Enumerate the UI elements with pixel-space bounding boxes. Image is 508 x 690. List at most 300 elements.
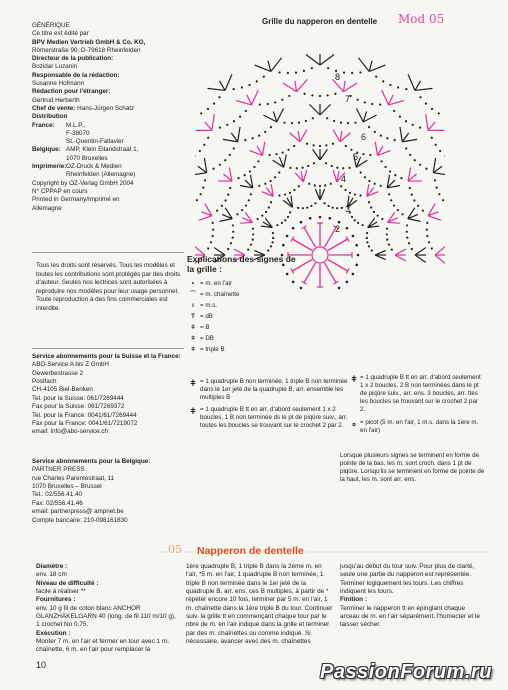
chain-dot — [272, 232, 274, 234]
note: Lorsque plusieurs signes se terminent en forme de pointe de la bas, les m. sont croch. dans 1 pt de piqûre. Lorsqu'ils se terminent en forme de pointe de la haut, les m. sont arr. ens. — [340, 452, 485, 484]
imprint-line: St.-Quentin-Fallavier — [66, 138, 124, 146]
stitch-mark — [408, 74, 415, 90]
legend-text: = m. chaînette — [200, 291, 240, 299]
divider — [32, 252, 184, 253]
stitch-mark — [426, 114, 428, 130]
imprint — [32, 22, 182, 213]
chain-dot — [283, 122, 285, 124]
stitch-mark — [400, 127, 402, 142]
chain-dot — [331, 165, 333, 167]
stitch-mark — [343, 81, 345, 92]
chain-dot — [374, 131, 376, 133]
legend-symbol: ⌒ — [189, 291, 197, 299]
imprint-label: Imprimerie: — [32, 163, 67, 171]
supplies-value: env. 10 g fil de coton blanc ANCHOR GLANZHÄKELGARN 40 (long. de fil 110 m/10 g), 1 crochet No 0,75. — [36, 604, 176, 629]
divider — [32, 348, 184, 349]
stitch-mark — [375, 255, 386, 260]
imprint-line: Printed in Germany/Imprimé en — [32, 196, 120, 204]
stitch-mark — [382, 90, 389, 105]
imprint-line: OZ-Druck & Medien — [66, 163, 122, 171]
chain-dot — [422, 210, 424, 212]
chain-dot — [346, 281, 349, 284]
chain-dot — [282, 151, 284, 153]
stitch-mark — [415, 88, 432, 90]
stitch-mark — [255, 65, 271, 72]
chain-dot — [397, 209, 399, 211]
imprint-line: Römerstraße 90, D-79618 Rheinfelden — [32, 46, 141, 54]
chain-dot — [431, 247, 433, 249]
chain-dot — [386, 137, 388, 139]
chain-dot — [252, 228, 254, 230]
chain-dot — [248, 84, 250, 86]
chain-dot — [426, 222, 428, 224]
chain-dot — [293, 145, 295, 147]
chain-dot — [251, 137, 253, 139]
chain-dot — [269, 180, 271, 182]
chain-dot — [344, 189, 346, 191]
chain-dot — [298, 185, 300, 187]
chain-dot — [388, 243, 390, 245]
chain-dot — [342, 167, 344, 169]
chain-dot — [200, 112, 202, 114]
instructions-col-1 — [36, 563, 181, 655]
legend-item — [348, 374, 483, 414]
chain-dot — [278, 194, 280, 196]
chain-dot — [267, 249, 269, 251]
chain-dot — [324, 184, 326, 186]
chain-dot — [336, 207, 338, 209]
chain-dot — [380, 135, 382, 137]
chain-dot — [366, 237, 368, 239]
chain-dot — [419, 96, 421, 98]
chain-dot — [400, 177, 402, 179]
chain-dot — [419, 164, 421, 166]
legend-symbol: • — [191, 280, 195, 287]
stitch-mark — [277, 108, 284, 121]
subscription-line: ABO-Service A bis Z GmbH — [32, 361, 109, 369]
legend-symbol: ǂ — [190, 378, 196, 388]
chain-dot — [319, 145, 321, 147]
instructions-col-3 — [340, 563, 486, 630]
legend-symbol: ı — [192, 302, 194, 310]
chain-dot — [207, 247, 209, 249]
chain-dot — [379, 104, 381, 106]
chain-dot — [278, 71, 280, 73]
row-number: 5 — [353, 152, 359, 162]
chain-dot — [326, 117, 328, 119]
chain-dot — [417, 205, 419, 207]
chain-dot — [329, 217, 332, 220]
finishing-value: Terminer le napperon tt en épinglant chaque arceau de m. en l'air séparément, l'humecter et le laisser sécher. — [340, 604, 480, 629]
chain-dot — [346, 227, 349, 230]
stitch-mark — [263, 142, 265, 156]
subscription-line: Tel. pour la France: 0041/61/7269444 — [32, 411, 137, 419]
chain-dot — [236, 213, 238, 215]
chain-dot — [227, 248, 229, 250]
row-number: 6 — [361, 132, 367, 142]
subscription-title: Service abonnements pour la Belgique: — [32, 458, 151, 465]
chain-dot — [340, 122, 342, 124]
chain-dot — [281, 222, 283, 224]
chain-dot — [245, 110, 247, 112]
chain-dot — [368, 126, 370, 128]
chain-dot — [313, 144, 315, 146]
stitch-mark — [428, 122, 435, 130]
legend-text: = 1 quadruple B tt en arr. d'abord seulement 1 x 2 boucles, 2 B non terminées dans le pt de piqûre suiv., arr. ens. 3 boucles, arr. ttes les boucles se trouvant sur le crochet 2 par 2. — [360, 374, 481, 414]
chain-dot — [397, 86, 399, 88]
stitch-mark — [315, 189, 320, 200]
imprint-line: Gertrud Herberth — [32, 96, 80, 104]
stitch-mark — [433, 173, 445, 175]
stitch-mark — [415, 255, 426, 262]
chain-dot — [312, 117, 314, 119]
stitch-mark — [320, 104, 331, 115]
chain-dot — [221, 205, 223, 207]
chain-dot — [270, 126, 272, 128]
chain-dot — [224, 159, 226, 161]
chain-dot — [253, 166, 255, 168]
chain-dot — [302, 207, 304, 209]
difficulty-value: facile à réaliser ** — [36, 587, 86, 595]
chain-dot — [355, 244, 358, 247]
chain-dot — [409, 187, 411, 189]
stitch-mark — [375, 250, 386, 255]
stitch-mark — [415, 248, 426, 255]
chain-dot — [386, 228, 388, 230]
chain-dot — [225, 199, 227, 201]
subscription-line: Fax pour la France: 0041/61/7219072 — [32, 419, 138, 427]
stitch-mark — [238, 127, 240, 142]
chain-dot — [391, 249, 393, 251]
subscription-line: email: partnerpress@ ampnet.be — [32, 508, 124, 516]
chain-dot — [419, 127, 421, 129]
grid-title: Grille du napperon en dentelle — [262, 17, 378, 26]
chain-dot — [298, 122, 300, 124]
imprint-row — [32, 163, 182, 180]
chain-dot — [199, 150, 201, 152]
chain-dot — [303, 70, 305, 72]
page-number: 10 — [36, 660, 47, 670]
stitch-mark — [300, 130, 307, 142]
chain-dot — [380, 185, 382, 187]
execution-label: Exécution : — [36, 629, 71, 637]
chain-dot — [325, 162, 327, 164]
chain-dot — [434, 179, 436, 181]
chain-dot — [218, 96, 220, 98]
stitch-mark — [408, 219, 421, 222]
chain-dot — [272, 241, 274, 243]
chain-dot — [428, 241, 430, 243]
stitch-mark — [333, 130, 340, 142]
legend-symbol: ∘ — [351, 419, 357, 430]
chain-dot — [207, 137, 209, 139]
chain-dot — [256, 80, 258, 82]
stitch-mark — [271, 58, 282, 72]
chain-dot — [313, 162, 315, 164]
chain-dot — [323, 202, 325, 204]
chain-dot — [300, 221, 303, 224]
chain-dot — [202, 186, 204, 188]
watermark: PassionForum.ru — [320, 661, 492, 683]
stitch-mark — [251, 90, 258, 105]
chain-dot — [401, 213, 403, 215]
chain-dot — [229, 154, 231, 156]
chain-dot — [438, 112, 440, 114]
chain-dot — [300, 287, 303, 290]
chain-dot — [350, 149, 352, 151]
legend-symbol: ǂ — [191, 324, 195, 332]
chain-dot — [406, 224, 408, 226]
chain-dot — [406, 231, 408, 233]
chain-dot — [286, 235, 289, 238]
legend-text: = m. en l'air — [200, 280, 232, 287]
legend-item — [186, 335, 239, 343]
imprint-label: Belgique: — [32, 146, 61, 154]
chain-dot — [405, 88, 407, 90]
chain-dot — [390, 199, 392, 201]
chain-dot — [252, 239, 254, 241]
chain-dot — [354, 122, 356, 124]
chain-dot — [439, 150, 441, 152]
chain-dot — [373, 211, 375, 213]
chain-dot — [327, 94, 329, 96]
chain-dot — [361, 224, 363, 226]
row-number: 3 — [345, 204, 351, 214]
legend — [186, 280, 239, 357]
chain-dot — [414, 159, 416, 161]
supplies-label: Fournitures : — [36, 596, 76, 604]
imprint-line: M.L.P., — [66, 121, 86, 129]
chain-dot — [405, 147, 407, 149]
legend-text: = B — [200, 324, 210, 332]
chain-dot — [360, 171, 362, 173]
pattern-number: 05 — [168, 543, 182, 556]
imprint-value — [66, 163, 135, 180]
subscription-line: Compte bancaire: 210-098161830 — [32, 516, 128, 524]
chain-dot — [305, 120, 307, 122]
chain-dot — [366, 232, 368, 234]
chain-dot — [269, 154, 271, 156]
stitch-mark — [358, 58, 369, 72]
chain-dot — [359, 194, 361, 196]
chain-dot — [289, 211, 291, 213]
chain-dot — [386, 233, 388, 235]
chain-dot — [289, 167, 291, 169]
chain-dot — [381, 218, 383, 220]
chain-dot — [431, 108, 433, 110]
stitch-mark — [283, 83, 297, 92]
imprint-row — [32, 122, 182, 147]
chain-dot — [370, 206, 372, 208]
chain-dot — [413, 199, 415, 201]
chain-dot — [328, 205, 330, 207]
chain-dot — [327, 67, 329, 69]
imprint-value — [66, 122, 124, 147]
legend-item — [186, 406, 348, 430]
chain-dot — [265, 211, 267, 213]
stitch-mark — [220, 81, 226, 91]
chain-dot — [237, 177, 239, 179]
chain-dot — [375, 76, 377, 78]
subscription-line: Postfach — [32, 378, 57, 386]
legend-text: = DB — [200, 335, 214, 343]
chain-dot — [249, 170, 251, 172]
chain-dot — [325, 144, 327, 146]
imprint-line: AMP, Klein Eilandstraat 1, — [66, 146, 139, 154]
stitch-spoke — [328, 239, 348, 251]
chain-dot — [371, 103, 373, 105]
chain-dot — [213, 103, 215, 105]
stitch-mark — [320, 189, 325, 200]
chain-dot — [351, 216, 353, 218]
legend-item — [348, 419, 483, 435]
chain-dot — [259, 104, 261, 106]
chain-dot — [348, 167, 350, 169]
stitch-mark — [388, 222, 400, 223]
imprint-label: Chef de vente: — [32, 104, 78, 112]
legend-symbol: ǂ — [191, 346, 195, 354]
imprint-value — [66, 146, 138, 163]
chain-dot — [200, 193, 202, 195]
chain-dot — [411, 248, 413, 250]
subscription-ch — [32, 353, 182, 437]
chain-dot — [257, 218, 259, 220]
chain-dot — [399, 116, 401, 118]
stitch-mark — [309, 104, 320, 115]
chain-dot — [426, 229, 428, 231]
chain-dot — [293, 189, 295, 191]
subscription-line: Fax: 02/556.41.46 — [32, 499, 83, 507]
chain-dot — [239, 116, 241, 118]
imprint-row — [32, 146, 182, 163]
subscription-line: rue Charles Parentestraat, 11 — [32, 474, 115, 482]
chain-dot — [384, 166, 386, 168]
chain-dot — [357, 222, 359, 224]
chain-dot — [287, 149, 289, 151]
chain-dot — [275, 153, 277, 155]
stitch-mark — [195, 173, 207, 175]
stitch-mark — [225, 74, 232, 90]
imprint-line: GÉNÉRIQUE — [32, 22, 70, 29]
chain-dot — [380, 160, 382, 162]
chain-dot — [264, 183, 266, 185]
stitch-mark — [306, 54, 320, 65]
chain-dot — [406, 237, 408, 239]
chain-dot — [250, 243, 252, 245]
legend-item — [186, 378, 348, 402]
chain-dot — [330, 183, 332, 185]
chain-dot — [289, 192, 291, 194]
chain-dot — [355, 264, 358, 267]
chain-dot — [442, 199, 444, 201]
imprint-line: Allemagne — [32, 204, 62, 212]
chain-dot — [287, 72, 289, 74]
imprint-line: Bozidar Luzanin — [32, 63, 78, 71]
chain-dot — [296, 167, 298, 169]
chain-dot — [369, 154, 371, 156]
chain-dot — [332, 207, 334, 209]
chain-dot — [295, 71, 297, 73]
diameter-label: Diamètre : — [36, 563, 68, 570]
chain-dot — [340, 185, 342, 187]
stitch-mark — [240, 222, 252, 223]
chain-dot — [389, 170, 391, 172]
stitch-mark — [343, 83, 357, 92]
subscription-line: Gewerbestrasse 2 — [32, 369, 84, 377]
chain-dot — [368, 201, 370, 203]
legend-text: = 1 quadruple B non terminée, 1 triple B non terminée dans le 1er jeté de la quadruple B, arr. ensemble les multiples B — [200, 378, 348, 402]
chain-dot — [232, 231, 234, 233]
chain-dot — [425, 168, 427, 170]
imprint-line: Distribution — [32, 113, 68, 121]
chain-dot — [204, 179, 206, 181]
legend-text: = 1 quadruple B tt en arr. d'abord seulement 1 x 2 boucles, 1 B non terminée ds le pt de piqûre suiv., arr. toutes les boucles se trouvant sur le crochet 2 par 2. — [200, 406, 348, 430]
chain-dot — [354, 193, 356, 195]
chain-dot — [247, 249, 249, 251]
stitch-mark — [199, 216, 212, 221]
chain-dot — [319, 95, 321, 97]
row-number: 4 — [341, 174, 347, 184]
chain-dot — [302, 167, 304, 169]
chain-dot — [270, 245, 272, 247]
chain-dot — [436, 186, 438, 188]
chain-dot — [314, 184, 316, 186]
difficulty-label: Niveau de difficulté : — [36, 579, 99, 587]
chain-dot — [304, 93, 306, 95]
chain-dot — [382, 80, 384, 82]
stitch-mark — [295, 81, 297, 92]
stitch-mark — [297, 79, 308, 91]
chain-dot — [282, 244, 285, 247]
chain-dot — [212, 229, 214, 231]
chain-dot — [306, 143, 308, 145]
stitch-mark — [320, 149, 327, 160]
chain-dot — [411, 194, 413, 196]
chain-dot — [226, 124, 228, 126]
legend-multi — [186, 378, 348, 434]
chain-dot — [196, 199, 198, 201]
imprint-line: Responsable de la rédaction: — [32, 71, 120, 79]
chain-dot — [272, 237, 274, 239]
chain-dot — [274, 101, 276, 103]
chain-dot — [347, 122, 349, 124]
chain-dot — [257, 160, 259, 162]
subscription-title: Service abonnements pour la Suisse et la France: — [32, 353, 181, 360]
legend-symbol: T — [191, 313, 195, 321]
chain-dot — [374, 183, 376, 185]
chain-dot — [267, 103, 269, 105]
legend-text: = picot (5 m. en l'air, 1 m.s. dans la 1ère m. en l'air) — [360, 419, 479, 435]
legend-symbol: ǂ — [191, 335, 195, 343]
stitch-mark — [415, 81, 421, 91]
chain-dot — [278, 171, 280, 173]
chain-dot — [227, 194, 229, 196]
chain-dot — [245, 204, 247, 206]
pattern-title: Napperon de dentelle — [194, 545, 307, 557]
chain-dot — [377, 215, 379, 217]
subscription-be — [32, 458, 182, 525]
stitch-mark — [212, 114, 214, 130]
chain-dot — [364, 101, 366, 103]
chain-dot — [338, 287, 341, 290]
chain-dot — [357, 254, 360, 257]
chain-dot — [311, 94, 313, 96]
chain-dot — [287, 216, 289, 218]
stitch-mark — [375, 142, 377, 156]
chain-dot — [244, 174, 246, 176]
instructions-col-2: 1ère quadruple B, 1 triple B dans la 2ème m. en l'air, *5 m. en l'air, 1 quadruple B non terminée, 1 triple B non terminée dans le 1er jeté de la quadruple B, arr. ens. ces B multiples, à partir de * répéter encore 10 fois, terminer par 5 m. en l'air, 1 m. chaînette dans la 1ère triple B du tour. Continuer suiv. la grille tt en commençant chaque tour par le nbre de m. en l'air indiqué dans la grille et terminer par des m. chaînettes ou comme indiqué. Si nécessaire, avancer avec des m. chaînettes — [186, 563, 333, 645]
chain-dot — [389, 84, 391, 86]
